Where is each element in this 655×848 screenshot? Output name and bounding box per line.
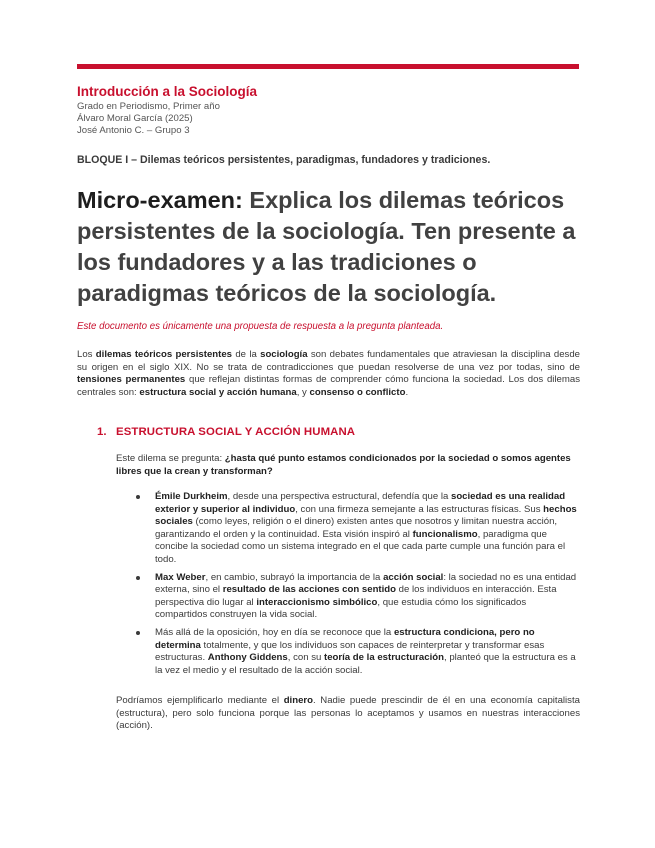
text-run: , en cambio, subrayó la importancia de la [205, 571, 384, 583]
bullet-dot-icon [136, 631, 140, 635]
text-run: de la [232, 349, 261, 360]
bullet-dot-icon [136, 495, 140, 499]
text-run: Más allá de la oposición, hoy en día se reconoce que la [155, 627, 394, 638]
bullet-text [155, 491, 577, 565]
text-run: Este dilema se pregunta: [116, 453, 225, 464]
text-run: , con su [287, 652, 325, 663]
closing-paragraph [116, 695, 580, 733]
bullet-durkheim [116, 491, 580, 566]
meta-student: José Antonio C. – Grupo 3 [77, 125, 190, 137]
section-number: 1. [97, 426, 107, 438]
section-heading [97, 426, 355, 438]
bullet-weber [116, 572, 580, 622]
text-run: , paradigma que concibe la sociedad como un sistema integrado en el que cada parte cumple una función para el todo. [155, 528, 566, 565]
meta-professor: Álvaro Moral García (2025) [77, 113, 193, 125]
text-run: Podríamos ejemplificarlo mediante el [116, 695, 284, 706]
text-run: totalmente, y que los individuos son capaces de reinterpretar y transformar esas estructuras. [155, 639, 545, 663]
bold-run: interaccionismo simbólico [256, 596, 378, 608]
text-run: : la sociedad no es una entidad externa, sino el [155, 571, 577, 595]
text-run: . Nadie puede prescindir de él en una economía capitalista (estructura), pero solo funciona porque las personas lo aceptamos y usamos en nuestras interacciones (acción). [116, 695, 580, 731]
document-header [77, 83, 579, 138]
bold-run: sociología [260, 349, 308, 360]
text-run: Los [77, 349, 96, 360]
bold-run: Émile Durkheim [155, 491, 228, 502]
course-title: Introducción a la Sociología [77, 84, 258, 99]
text-run: (como leyes, religión o el dinero) existen antes que nosotros y limitan nuestra acción, garantizando el orden y la continuidad. Esta visión inspiró al [155, 516, 558, 540]
bold-run: dinero [283, 695, 314, 706]
bold-run: Anthony Giddens [207, 652, 288, 663]
intro-paragraph [77, 349, 580, 399]
bullet-giddens [116, 627, 580, 677]
bold-run: ¿hasta qué punto estamos condicionados por la sociedad o somos agentes libres que la crean y transforman? [116, 453, 571, 477]
bold-run: estructura social y acción humana [139, 386, 297, 398]
bold-run: resultado de las acciones con sentido [222, 584, 397, 595]
bullet-text [155, 572, 576, 621]
disclaimer-note: Este documento es únicamente una propuesta de respuesta a la pregunta planteada. [77, 321, 444, 332]
bullet-list [116, 491, 580, 683]
text-run: , desde una perspectiva estructural, defendía que la [227, 491, 451, 502]
meta-degree: Grado en Periodismo, Primer año [77, 101, 220, 112]
headline-lead: Micro-examen: [77, 187, 243, 213]
header-rule [77, 64, 579, 69]
section-title: ESTRUCTURA SOCIAL Y ACCIÓN HUMANA [116, 426, 356, 438]
bold-run: sociedad es una realidad exterior y superior al individuo [155, 491, 566, 515]
text-run: , con una firmeza semejante a las estructuras físicas. Sus [295, 503, 544, 515]
text-run: , que estudia cómo los significados compartidos construyen la vida social. [155, 596, 527, 620]
text-run: . [405, 386, 409, 398]
bold-run: Max Weber [155, 571, 206, 583]
text-run: de los individuos en interacción. Esta perspectiva dio lugar al [155, 584, 557, 608]
bold-run: funcionalismo [412, 528, 478, 540]
headline-text: Explica los dilemas teóricos persistentes de la sociología. Ten presente a los fundadores y a las tradiciones o paradigmas teóricos de la sociología. [77, 187, 576, 306]
bold-run: tensiones permanentes [77, 374, 186, 385]
text-run: que reflejan distintas formas de comprender cómo funciona la sociedad. Los dos dilemas centrales son: [77, 374, 580, 398]
section-question [116, 453, 580, 478]
text-run: , planteó que la estructura es a la vez el medio y el resultado de la acción social. [155, 652, 576, 676]
bold-run: acción social [383, 571, 444, 583]
text-run: , y [296, 386, 310, 398]
bold-run: dilemas teóricos persistentes [95, 349, 233, 360]
block-label: BLOQUE I – Dilemas teóricos persistentes, paradigmas, fundadores y tradiciones. [77, 154, 491, 166]
bullet-text [155, 627, 576, 676]
bullet-dot-icon [136, 576, 140, 580]
exam-question-title [77, 185, 582, 309]
text-run: son debates fundamentales que atraviesan la disciplina desde su origen en el siglo XIX. No se trata de contradicciones que puedan resolverse de una vez por todas, sino de [77, 349, 580, 373]
bold-run: teoría de la estructuración [324, 652, 444, 663]
bold-run: consenso o conflicto [309, 386, 406, 398]
bold-run: hechos sociales [155, 503, 577, 527]
bold-run: estructura condiciona, pero no determina [155, 627, 535, 651]
